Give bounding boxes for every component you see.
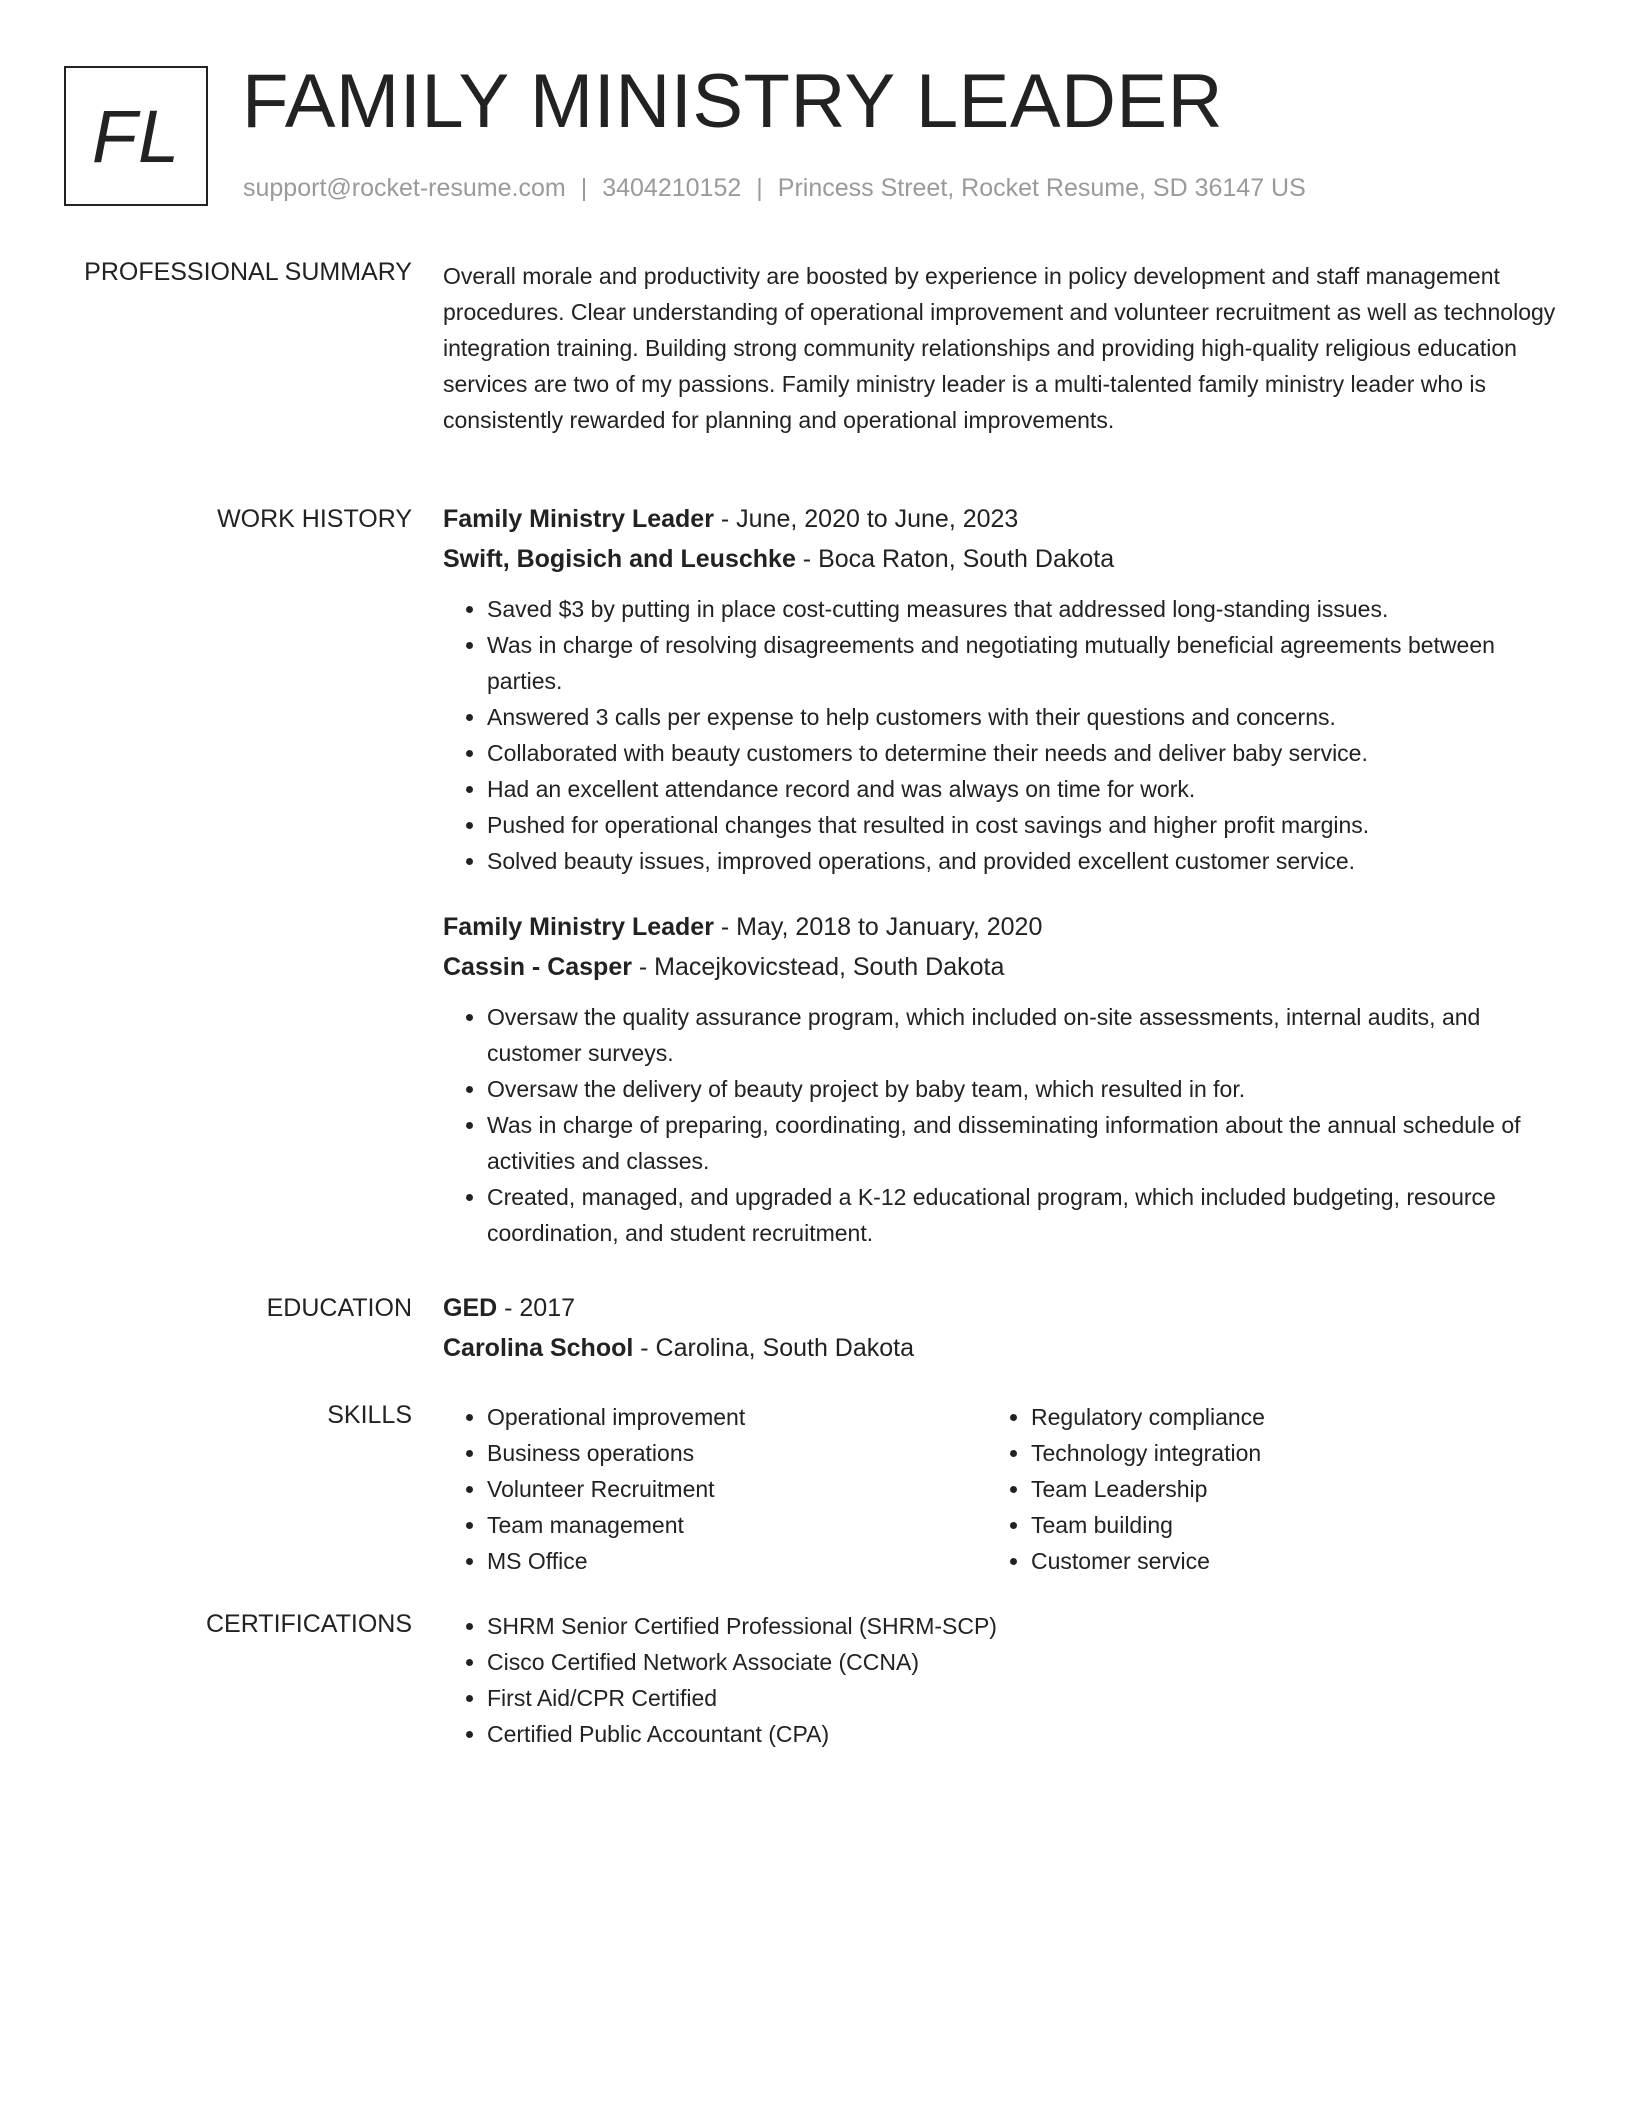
job-dates: - June, 2020 to June, 2023	[713, 505, 1019, 533]
school-line	[443, 1328, 1568, 1368]
degree: GED	[443, 1294, 498, 1322]
education-heading: EDUCATION	[266, 1294, 412, 1322]
skills-column-right	[987, 1399, 1531, 1579]
job-bullets	[443, 999, 1568, 1251]
list-item: • Technology integration	[1031, 1435, 1531, 1471]
job-entry	[443, 499, 1568, 879]
list-item: • Was in charge of resolving disagreements and negotiating mutually beneficial agreements between parties.	[487, 627, 1568, 699]
job-company: Cassin - Casper	[443, 953, 632, 981]
list-item: • Collaborated with beauty customers to determine their needs and deliver baby service.	[487, 735, 1568, 771]
list-item: • Customer service	[1031, 1543, 1531, 1579]
contact-address: Princess Street, Rocket Resume, SD 36147 US	[777, 174, 1306, 202]
list-item: • Team building	[1031, 1507, 1531, 1543]
contact-email[interactable]: support@rocket-resume.com	[243, 174, 566, 202]
list-item: • First Aid/CPR Certified	[487, 1680, 1568, 1716]
job-title: Family Ministry Leader	[443, 505, 714, 533]
degree-line	[443, 1288, 1568, 1328]
monogram-initials: FL	[91, 94, 181, 178]
list-item: • Operational improvement	[487, 1399, 987, 1435]
job-entry	[443, 907, 1568, 1251]
summary-text: Overall morale and productivity are boosted by experience in policy development and staff management procedures. Clear understanding of operational improvement and volunteer recruitment as well as technology integration training. Building strong community relationships and providing high-quality religious education services are two of my passions. Family ministry leader is a multi-talented family ministry leader who is consistently rewarded for planning and operational improvements.	[443, 263, 1556, 433]
list-item: • Was in charge of preparing, coordinating, and disseminating information about the annual schedule of activities and classes.	[487, 1107, 1568, 1179]
job-company-line	[443, 539, 1568, 579]
certifications-heading: CERTIFICATIONS	[205, 1610, 412, 1638]
list-item: • Certified Public Accountant (CPA)	[487, 1716, 1568, 1752]
job-company-line	[443, 947, 1568, 987]
list-item: • Oversaw the quality assurance program, which included on-site assessments, internal audits, and customer surveys.	[487, 999, 1568, 1071]
work-history-body	[443, 499, 1568, 1251]
job-title-line	[443, 499, 1568, 539]
job-title: Family Ministry Leader	[443, 913, 714, 941]
list-item: • Regulatory compliance	[1031, 1399, 1531, 1435]
list-item: • Oversaw the delivery of beauty project by baby team, which resulted in for.	[487, 1071, 1568, 1107]
contact-separator: |	[756, 174, 763, 202]
list-item: • Team Leadership	[1031, 1471, 1531, 1507]
list-item: • Cisco Certified Network Associate (CCNA)	[487, 1644, 1568, 1680]
list-item: • Answered 3 calls per expense to help customers with their questions and concerns.	[487, 699, 1568, 735]
list-item: • Pushed for operational changes that resulted in cost savings and higher profit margins.	[487, 807, 1568, 843]
list-item: • Created, managed, and upgraded a K-12 educational program, which included budgeting, resource coordination, and student recruitment.	[487, 1179, 1568, 1251]
list-item: • Solved beauty issues, improved operations, and provided excellent customer service.	[487, 843, 1568, 879]
school: Carolina School	[443, 1334, 634, 1362]
skills-grid	[443, 1399, 1568, 1579]
list-item: • MS Office	[487, 1543, 987, 1579]
list-item: • Saved $3 by putting in place cost-cutting measures that addressed long-standing issues.	[487, 591, 1568, 627]
certifications-list	[443, 1608, 1568, 1752]
work-history-heading: WORK HISTORY	[217, 505, 412, 533]
certifications-body	[443, 1608, 1568, 1752]
contact-separator: |	[580, 174, 588, 202]
list-item: • SHRM Senior Certified Professional (SHRM-SCP)	[487, 1608, 1568, 1644]
skills-heading: SKILLS	[327, 1401, 412, 1429]
job-bullets	[443, 591, 1568, 879]
summary-body	[443, 258, 1568, 438]
list-item: • Volunteer Recruitment	[487, 1471, 987, 1507]
list-item: • Business operations	[487, 1435, 987, 1471]
contact-line	[243, 174, 1306, 203]
list-item: • Had an excellent attendance record and was always on time for work.	[487, 771, 1568, 807]
job-company: Swift, Bogisich and Leuschke	[443, 545, 796, 573]
contact-phone[interactable]: 3404210152	[602, 174, 742, 202]
school-location: - Carolina, South Dakota	[633, 1334, 915, 1362]
degree-year: - 2017	[497, 1294, 576, 1322]
list-item: • Team management	[487, 1507, 987, 1543]
monogram-box	[64, 66, 208, 206]
job-dates: - May, 2018 to January, 2020	[713, 913, 1043, 941]
education-body	[443, 1288, 1568, 1368]
summary-heading: PROFESSIONAL SUMMARY	[84, 258, 412, 286]
skills-body	[443, 1399, 1568, 1579]
skills-column-left	[443, 1399, 987, 1579]
page-title: FAMILY MINISTRY LEADER	[242, 59, 1224, 144]
job-location: - Boca Raton, South Dakota	[795, 545, 1115, 573]
job-location: - Macejkovicstead, South Dakota	[631, 953, 1005, 981]
job-title-line	[443, 907, 1568, 947]
